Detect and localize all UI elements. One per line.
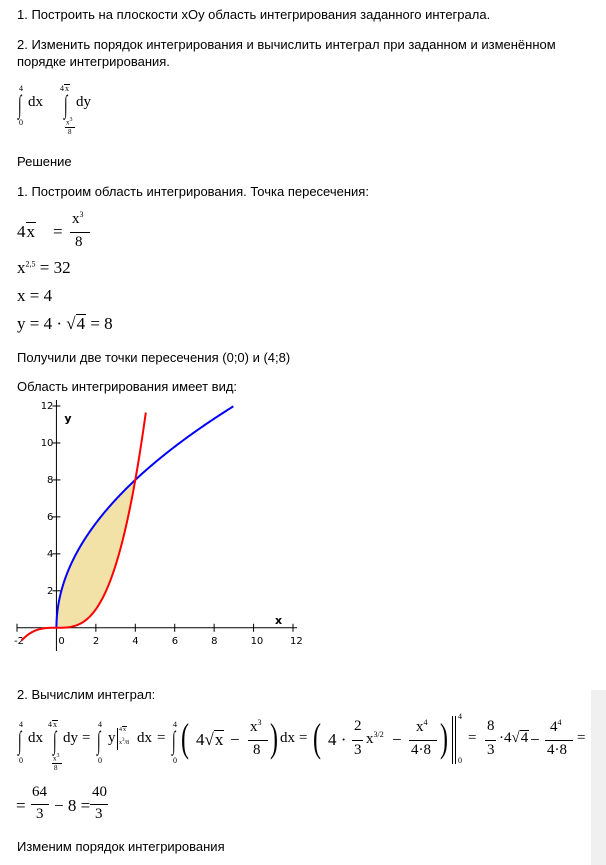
c-paren1-open: (: [181, 715, 189, 760]
x-tick-label: 8: [211, 635, 218, 647]
c-eq5: =: [577, 730, 586, 746]
c-eval-lower: $x^3/8$: [119, 738, 130, 746]
outer-upper: 4: [19, 84, 23, 93]
c-p2-bar2: [409, 740, 437, 741]
c-p1-den: 8: [253, 742, 261, 758]
c-p2-bar: [352, 740, 363, 741]
c-int1-lower: 0: [19, 756, 23, 765]
c-paren1-close: ): [270, 715, 278, 760]
c-int3-upper: 4: [98, 720, 102, 729]
inner-lower-den: 8: [68, 128, 72, 136]
x-axis-label: x: [275, 613, 283, 627]
res-minus8: − 8 =: [54, 796, 91, 815]
outer-lower: 0: [19, 118, 23, 127]
res-bar: [31, 804, 49, 805]
c-r-minus: −: [530, 730, 540, 749]
eq1-bar: [70, 232, 90, 233]
region-text: Область интегрирования имеет вид:: [17, 379, 238, 394]
c-eq3: =: [299, 730, 308, 746]
c-r-den2: 4·8: [547, 742, 567, 758]
c-p2-num2: $x^4$: [416, 718, 428, 735]
eq1-den: 8: [75, 234, 83, 250]
x-tick-label: -2: [14, 635, 24, 647]
res-final-bar: [90, 804, 108, 805]
res-den: 3: [36, 806, 44, 822]
x-tick-label: 10: [250, 635, 264, 647]
x-tick-label: 6: [171, 635, 179, 647]
region-fill: [56, 480, 135, 628]
c-int1-dx: dx: [28, 730, 43, 746]
equation-2: $x^{2,5} = 32$: [17, 258, 71, 277]
c-p2-den: 3: [354, 742, 362, 758]
inner-lower-num: $x^3$: [66, 117, 73, 127]
c-r-den: 3: [487, 742, 495, 758]
y-tick-label: 10: [40, 437, 54, 449]
inner-integral-sign: ∫: [64, 90, 68, 119]
integration-region-graph: [14, 400, 303, 655]
c-int4-lower: 0: [173, 756, 177, 765]
c-eval2-bar: [452, 716, 453, 764]
c-int2-upper: 4x: [48, 720, 57, 729]
x-tick-label: 12: [290, 635, 303, 647]
c-eval-bar: [117, 728, 118, 750]
c-int2-lower-den: 8: [54, 764, 58, 772]
c-eval2-lower: 0: [458, 756, 462, 765]
chart-svg: [14, 400, 303, 655]
c-eq2: =: [157, 730, 166, 746]
c-int3-lower: 0: [98, 756, 102, 765]
c-int1-upper: 4: [19, 720, 23, 729]
eq1-lhs: 4x: [17, 222, 35, 241]
calculation-row: [16, 712, 591, 778]
c-eval-upper: 4x: [119, 727, 126, 733]
c-p2-den2: 4·8: [411, 742, 431, 758]
c-eq1: =: [82, 730, 91, 746]
c-p2-num: 2: [354, 718, 362, 734]
c-int4-sign: ∫: [172, 726, 176, 755]
outer-integral-sign: ∫: [18, 90, 22, 119]
res-final-den: 3: [95, 806, 103, 822]
y-tick-label: 12: [40, 401, 54, 412]
solution-heading: Решение: [17, 154, 72, 169]
c-p1-sqrt: 4√x: [196, 730, 224, 749]
c-p2-minus: −: [392, 730, 402, 749]
c-p2-xpow: $x^{3/2}$: [366, 730, 384, 747]
c-int1-sign: ∫: [18, 726, 22, 755]
intersection-points-text: Получили две точки пересечения (0;0) и (4;8): [17, 350, 291, 365]
change-order-text: Изменим порядок интегрирования: [17, 839, 225, 854]
eq1-eq: =: [53, 222, 63, 241]
given-integral: [16, 84, 136, 144]
step2-text: 2. Вычислим интеграл:: [17, 687, 156, 702]
x-tick-label: 0: [58, 635, 65, 647]
c-p1-num: $x^3$: [250, 718, 262, 735]
c-eval2-bar-b: [455, 716, 456, 764]
c-int2-lower-num: $x^3$: [53, 753, 60, 763]
inner-differential: dy: [76, 94, 91, 110]
task-line-2: 2. Изменить порядок интегрирования и вычислить интеграл при заданном и изменённом порядке интегрирования.: [17, 37, 556, 69]
y-tick-label: 2: [47, 585, 54, 597]
c-int2-dy: dy: [63, 730, 78, 746]
c-r-sqrt: ·4√4: [499, 730, 529, 746]
inner-upper: 4x: [60, 84, 69, 93]
step1-text: 1. Построим область интегрирования. Точка пересечения:: [17, 184, 369, 199]
vertical-scrollbar[interactable]: [591, 690, 606, 865]
c-int3-dx: dx: [137, 730, 152, 746]
y-tick-label: 4: [47, 548, 54, 560]
c-eq4: =: [468, 730, 477, 746]
c-int2-sign: ∫: [53, 726, 57, 755]
c-r-bar2: [545, 740, 573, 741]
c-int3-sign: ∫: [97, 726, 101, 755]
x-tick-label: 4: [132, 635, 139, 647]
equation-4: y = 4 · √4 = 8: [17, 314, 113, 333]
c-r-bar: [485, 740, 496, 741]
outer-differential: dx: [28, 94, 43, 110]
c-r-num2: $4^4$: [550, 718, 562, 735]
c-paren2-open: (: [313, 715, 321, 760]
c-eval2-upper: 4: [458, 712, 462, 721]
res-eq: =: [16, 796, 26, 815]
c-paren2-close: ): [440, 715, 448, 760]
y-tick-label: 6: [47, 511, 54, 523]
c-y: y: [108, 730, 116, 746]
y-axis-label: y: [64, 412, 72, 425]
c-p1-bar: [248, 740, 268, 741]
equation-3: x = 4: [17, 286, 53, 305]
c-int4-dx: dx: [280, 730, 295, 746]
y-tick-label: 8: [47, 474, 54, 486]
equation-1: [17, 210, 137, 260]
c-r-num: 8: [487, 718, 495, 734]
c-p1-minus: −: [230, 730, 240, 749]
c-p2-coef: 4 ·: [328, 730, 347, 749]
c-int4-upper: 4: [173, 720, 177, 729]
eq1-num: $x^3$: [72, 210, 84, 227]
task-line-1: 1. Построить на плоскости xOy область интегрирования заданного интеграла.: [17, 7, 491, 22]
result-row: [16, 782, 216, 832]
res-num: 64: [32, 784, 47, 800]
res-final-num: 40: [92, 784, 107, 800]
x-tick-label: 2: [92, 635, 100, 647]
